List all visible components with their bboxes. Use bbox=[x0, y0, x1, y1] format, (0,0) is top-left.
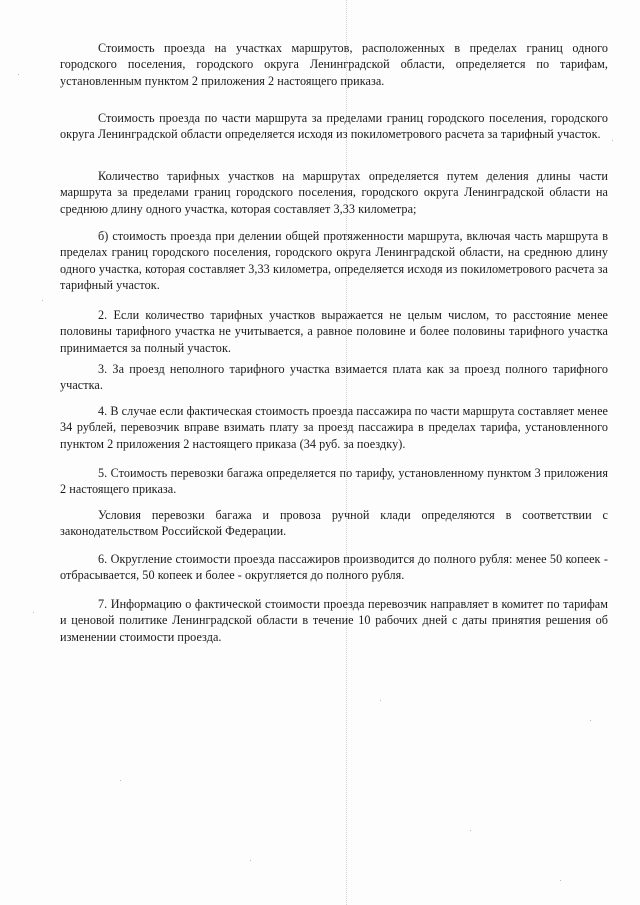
scan-speck bbox=[250, 860, 251, 861]
scan-speck bbox=[42, 300, 43, 301]
paragraph-7-notification: 7. Информацию о фактической стоимости проезда перевозчик направляет в комитет по тарифам и ценовой политике Ленинградской области в течение 10 рабочих дней с даты принятия решения об изменении стоимости проезда. bbox=[60, 597, 608, 644]
paragraph-baggage-conditions: Условия перевозки багажа и провоза ручной клади определяются в соответствии с законодательством Российской Федерации. bbox=[60, 508, 608, 539]
paragraph-number-of-fare-sections: Количество тарифных участков на маршрутах определяется путем деления длины части маршрута за пределами границ городского поселения, городского округа Ленинградской области на среднюю длину одного участка, которая составляет 3,33 километра; bbox=[60, 169, 608, 216]
paragraph-b-total-route-length: б) стоимость проезда при делении общей протяженности маршрута, включая часть маршрута в пределах границ городского поселения, городского округа Ленинградской области, на среднюю длину одного участка, которая составляет 3,33 километра, определяется исходя из покилометрового расчета за тарифный участок. bbox=[60, 229, 608, 293]
paragraph-fares-outside-settlement: Стоимость проезда по части маршрута за пределами границ городского поселения, городского округа Ленинградской области определяется исходя из покилометрового расчета за тарифный участок. bbox=[60, 111, 608, 142]
paragraph-6-rounding: 6. Округление стоимости проезда пассажиров производится до полного рубля: менее 50 копеек - отбрасывается, 50 копеек и более - округляется до полного рубля. bbox=[60, 552, 608, 583]
scan-speck bbox=[380, 700, 381, 701]
paragraph-2-fractional-sections: 2. Если количество тарифных участков выражается не целым числом, то расстояние менее половины тарифного участка не учитывается, а равное половине и более половины тарифного участка принимается за полный участок. bbox=[60, 308, 608, 355]
paragraph-4-minimum-fare: 4. В случае если фактическая стоимость проезда пассажира по части маршрута составляет менее 34 рублей, перевозчик вправе взимать плату за проезд пассажира в пределах тарифа, установленного пунктом 2 приложения 2 настоящего приказа (34 руб. за поездку). bbox=[60, 404, 608, 451]
paragraph-3-incomplete-section: 3. За проезд неполного тарифного участка взимается плата как за проезд полного тарифного участка. bbox=[60, 362, 608, 393]
scan-speck bbox=[470, 830, 471, 831]
scan-speck bbox=[560, 880, 561, 881]
scan-speck bbox=[33, 612, 34, 613]
scan-speck bbox=[18, 74, 19, 75]
paragraph-5-baggage-fare: 5. Стоимость перевозки багажа определяется по тарифу, установленному пунктом 3 приложения 2 настоящего приказа. bbox=[60, 466, 608, 497]
paragraph-fares-within-settlement: Стоимость проезда на участках маршрутов, расположенных в пределах границ одного городского поселения, городского округа Ленинградской области, определяется по тарифам, установленным пунктом 2 приложения 2 настоящего приказа. bbox=[60, 41, 608, 88]
scan-speck bbox=[612, 140, 613, 141]
scan-speck bbox=[120, 780, 121, 781]
scan-speck bbox=[590, 720, 591, 721]
